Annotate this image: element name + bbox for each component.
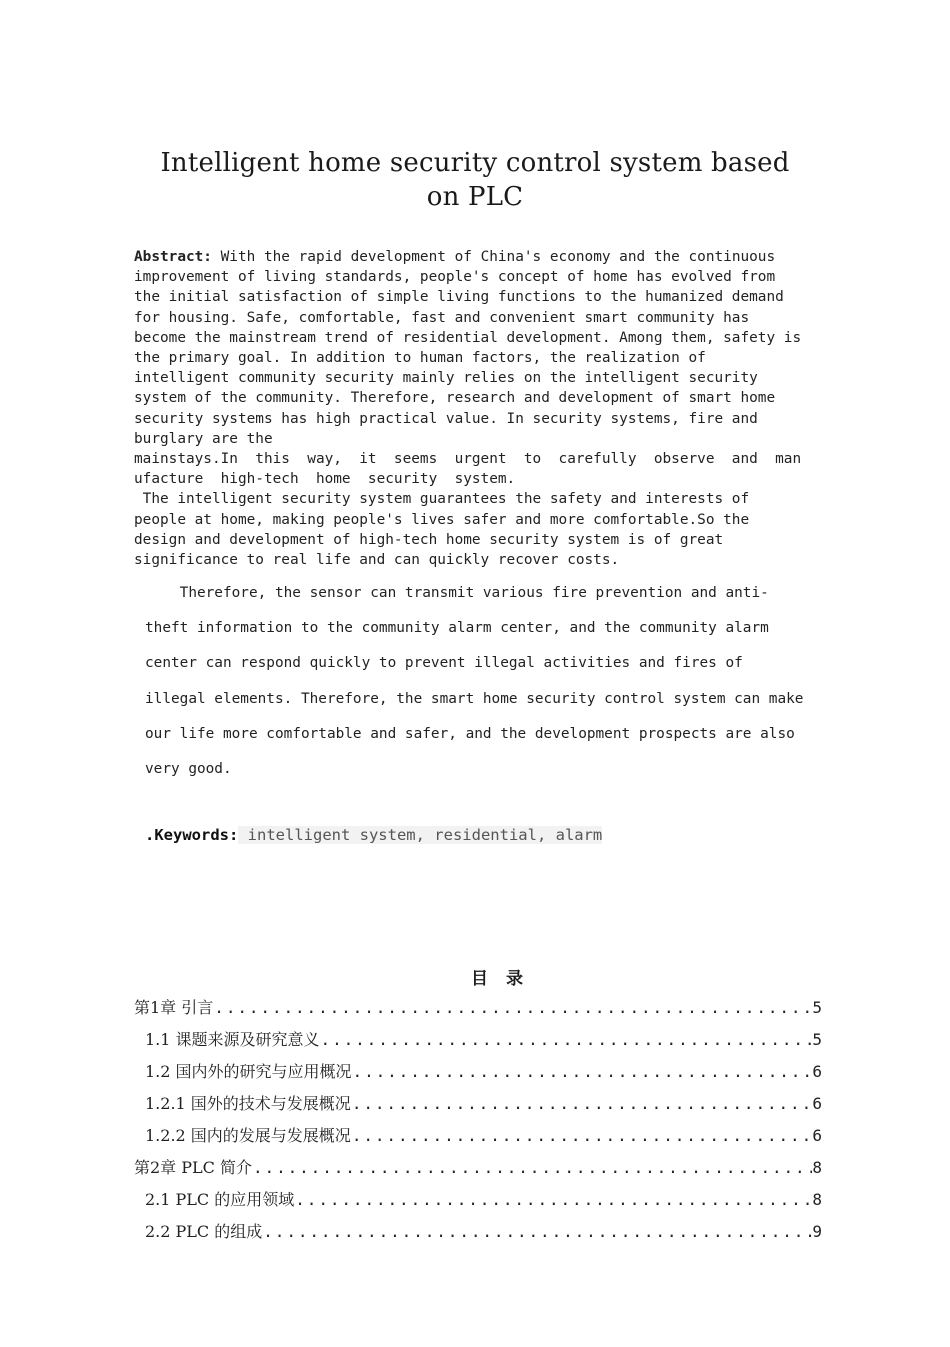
toc-entry[interactable] bbox=[134, 1090, 822, 1122]
toc-entry[interactable] bbox=[134, 1026, 822, 1058]
toc-entry[interactable] bbox=[134, 1218, 822, 1250]
title-line-2: on PLC bbox=[426, 182, 524, 212]
toc-leader-dots bbox=[214, 994, 812, 1022]
abstract-first-line: With the rapid development of China's economy and the continuous bbox=[211, 249, 776, 265]
abstract-line: system of the community. Therefore, research and development of smart home bbox=[134, 390, 776, 407]
abstract-line: The intelligent security system guarantees the safety and interests of bbox=[134, 491, 750, 508]
toc-leader-dots bbox=[352, 1090, 813, 1118]
abstract-line: people at home, making people's lives safer and more comfortable.So the bbox=[134, 511, 750, 528]
abstract-line: design and development of high-tech home security system is of great bbox=[134, 531, 724, 548]
toc-entry[interactable] bbox=[134, 1186, 822, 1218]
toc-entry-label: 1.2 国内外的研究与应用概况 bbox=[145, 1062, 352, 1081]
keywords-line bbox=[145, 824, 602, 846]
toc-leader-dots bbox=[295, 1186, 812, 1214]
toc-leader-dots bbox=[321, 1026, 813, 1054]
abstract-line: burglary are the bbox=[134, 430, 273, 447]
toc-entry-page: 5 bbox=[812, 998, 822, 1017]
table-of-contents bbox=[134, 994, 822, 1250]
paragraph-line: center can respond quickly to prevent illegal activities and fires of bbox=[145, 655, 743, 672]
abstract-line: the initial satisfaction of simple living functions to the humanized demand bbox=[134, 289, 784, 306]
toc-entry[interactable] bbox=[134, 1058, 822, 1090]
document-title bbox=[120, 146, 830, 214]
abstract-line: intelligent community security mainly relies on the intelligent security bbox=[134, 370, 758, 387]
paragraph-line: our life more comfortable and safer, and the development prospects are also bbox=[145, 725, 795, 742]
paragraph-line: illegal elements. Therefore, the smart home security control system can make bbox=[145, 690, 804, 707]
toc-entry-page: 9 bbox=[812, 1222, 822, 1241]
toc-leader-dots bbox=[263, 1218, 812, 1246]
keywords-label: .Keywords: bbox=[145, 826, 239, 844]
toc-entry-label: 1.2.2 国内的发展与发展概况 bbox=[145, 1126, 351, 1145]
abstract-line: become the mainstream trend of residential development. Among them, safety is bbox=[134, 329, 802, 346]
toc-entry-page: 5 bbox=[812, 1030, 822, 1049]
abstract-line: significance to real life and can quickly recover costs. bbox=[134, 552, 620, 569]
toc-entry-label: 第2章 PLC 简介 bbox=[134, 1158, 252, 1177]
paragraph-line: Therefore, the sensor can transmit various fire prevention and anti- bbox=[145, 585, 769, 601]
toc-entry-label: 2.2 PLC 的组成 bbox=[145, 1222, 263, 1241]
abstract-line: for housing. Safe, comfortable, fast and convenient smart community has bbox=[134, 309, 750, 326]
abstract-line: ufacture high-tech home security system. bbox=[134, 471, 516, 488]
abstract-line: the primary goal. In addition to human factors, the realization of bbox=[134, 350, 706, 367]
toc-entry-page: 6 bbox=[812, 1126, 822, 1145]
title-line-1: Intelligent home security control system based bbox=[160, 148, 790, 178]
toc-entry-page: 6 bbox=[812, 1094, 822, 1113]
toc-entry[interactable] bbox=[134, 994, 822, 1026]
paragraph-line: very good. bbox=[145, 761, 232, 778]
toc-title: 目 录 bbox=[471, 969, 529, 989]
toc-entry-label: 1.2.1 国外的技术与发展概况 bbox=[145, 1094, 351, 1113]
keywords-value: intelligent system, residential, alarm bbox=[238, 826, 603, 844]
toc-entry-page: 8 bbox=[812, 1158, 822, 1177]
toc-entry[interactable] bbox=[134, 1122, 822, 1154]
toc-entry-page: 8 bbox=[812, 1190, 822, 1209]
toc-entry-label: 1.1 课题来源及研究意义 bbox=[145, 1030, 320, 1049]
body-paragraph bbox=[145, 576, 835, 787]
toc-leader-dots bbox=[353, 1058, 813, 1086]
abstract-line: security systems has high practical value. In security systems, fire and bbox=[134, 410, 758, 427]
toc-leader-dots bbox=[253, 1154, 812, 1182]
toc-leader-dots bbox=[352, 1122, 813, 1150]
abstract-label: Abstract: bbox=[134, 249, 212, 265]
paragraph-line: theft information to the community alarm center, and the community alarm bbox=[145, 620, 769, 637]
toc-entry-label: 2.1 PLC 的应用领域 bbox=[145, 1190, 295, 1209]
toc-entry-label: 第1章 引言 bbox=[134, 998, 214, 1017]
abstract-line: mainstays.In this way, it seems urgent to carefully observe and man bbox=[134, 451, 802, 468]
toc-entry[interactable] bbox=[134, 1154, 822, 1186]
abstract-line: improvement of living standards, people's concept of home has evolved from bbox=[134, 269, 776, 286]
abstract-block bbox=[134, 247, 824, 570]
toc-entry-page: 6 bbox=[812, 1062, 822, 1081]
